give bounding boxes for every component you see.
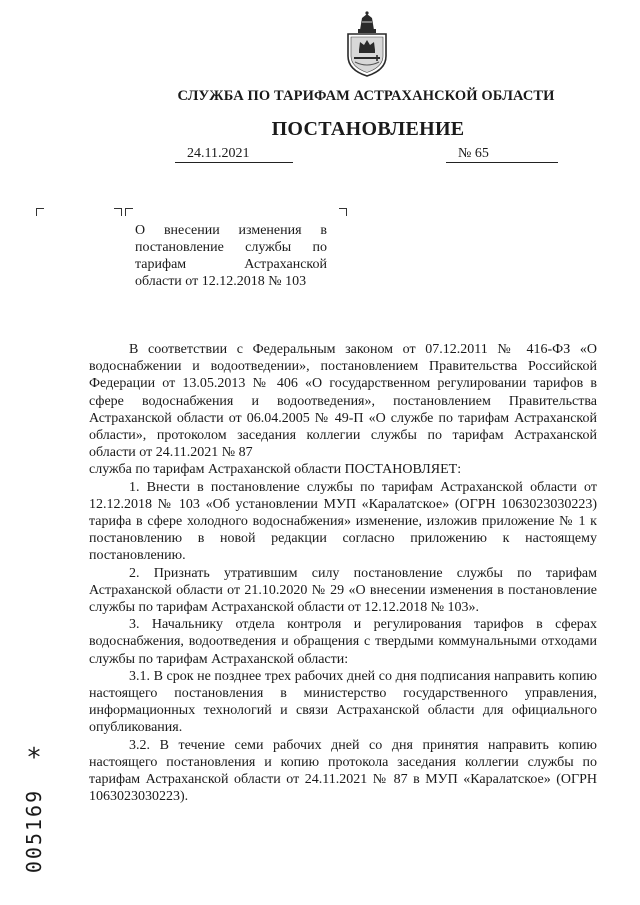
document-number: № 65 bbox=[446, 146, 558, 163]
star-mark: * bbox=[27, 743, 41, 773]
subject-line: постановление службы по bbox=[135, 240, 327, 255]
subject-line: тарифам Астраханской bbox=[135, 257, 327, 272]
document-type bbox=[0, 118, 640, 141]
body-paragraph: 1. Внести в постановление службы по тарифам Астраханской области от 12.12.2018 № 103 «Об установлении МУП «Каралатское» (ОГРН 1063023030223) тарифа в сфере холодного водоснабжения» изменение, изложив приложение № 1 к постановлению в новой редакции согласно приложению к настоящему постановлению. bbox=[89, 479, 597, 564]
coat-of-arms-icon bbox=[340, 10, 394, 78]
corner-mark bbox=[114, 208, 122, 216]
corner-mark bbox=[339, 208, 347, 216]
body-paragraph: служба по тарифам Астраханской области ПОСТАНОВЛЯЕТ: bbox=[89, 462, 462, 478]
body-paragraph: 3. Начальнику отдела контроля и регулирования тарифов в сферах водоснабжения, водоотведения и обращения с твердыми коммунальными отходами службы по тарифам Астраханской области: bbox=[89, 617, 597, 667]
body-paragraph: 2. Признать утратившим силу постановление службы по тарифам Астраханской области от 21.10.2020 № 29 «О внесении изменения в постановление службы по тарифам Астраханской области от 12.12.2018 № 103». bbox=[89, 565, 597, 616]
agency-name bbox=[0, 88, 640, 105]
agency-name-text: СЛУЖБА ПО ТАРИФАМ АСТРАХАНСКОЙ ОБЛАСТИ bbox=[177, 88, 555, 104]
corner-mark bbox=[125, 208, 133, 216]
document-type-text: ПОСТАНОВЛЕНИЕ bbox=[271, 118, 465, 140]
body-paragraph: 3.2. В течение семи рабочих дней со дня принятия направить копию настоящего постановления и копию протокола заседания коллегии службы по тарифам Астраханской области от 24.11.2021 № 87 в МУП «Каралатское» (ОГРН 1063023030223). bbox=[89, 737, 597, 805]
document-subject bbox=[135, 222, 327, 290]
corner-mark bbox=[36, 208, 44, 216]
registration-number: 005169 bbox=[22, 788, 46, 874]
subject-line: О внесении изменения в bbox=[135, 223, 327, 238]
subject-line: области от 12.12.2018 № 103 bbox=[135, 274, 307, 289]
body-paragraph: 3.1. В срок не позднее трех рабочих дней со дня подписания направить копию настоящего постановления в министерство государственного управления, информационных технологий и связи Астраханской области для официального опубликования. bbox=[89, 668, 597, 736]
body-paragraph: В соответствии с Федеральным законом от 07.12.2011 № 416-ФЗ «О водоснабжении и водоотведении», постановлением Правительства Российской Федерации от 13.05.2013 № 406 «О государственном регулировании тарифов в сфере водоснабжения и водоотведения», постановлением Правительства Астраханской области от 06.04.2005 № 49-П «О службе по тарифам Астраханской области», протоколом заседания коллегии службы по тарифам Астраханской области от 24.11.2021 № 87 bbox=[89, 342, 597, 461]
document-date: 24.11.2021 bbox=[175, 146, 293, 163]
document-body bbox=[89, 341, 597, 805]
registration-stamp bbox=[14, 743, 54, 874]
